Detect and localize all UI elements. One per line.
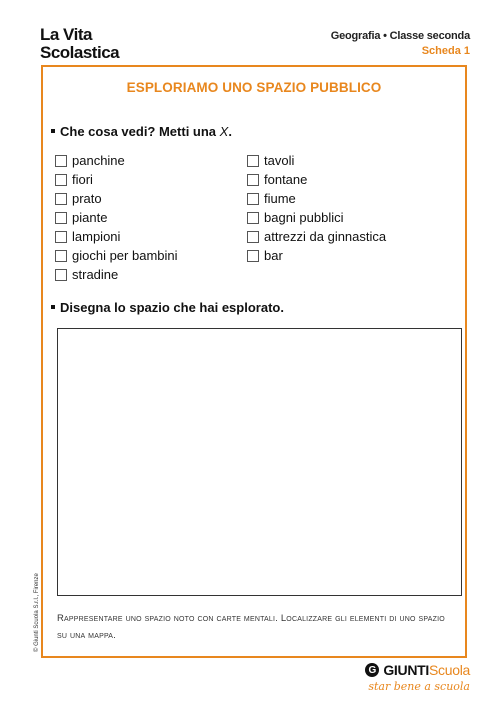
checklist-label: stradine	[72, 267, 119, 282]
checklist-left	[55, 151, 178, 284]
publisher-logo	[365, 662, 470, 693]
checklist-label: tavoli	[264, 153, 295, 168]
question-2-text: Disegna lo spazio che hai esplorato.	[60, 300, 284, 315]
drawing-area[interactable]	[57, 328, 462, 596]
checklist-label: fontane	[264, 172, 308, 187]
checkbox[interactable]	[247, 193, 259, 205]
checklist-label: prato	[72, 191, 102, 206]
checkbox[interactable]	[55, 231, 67, 243]
publisher-name-light: Scuola	[428, 662, 470, 678]
checkbox[interactable]	[247, 231, 259, 243]
logo	[40, 26, 140, 62]
giunti-g-icon: G	[365, 663, 379, 677]
checkbox[interactable]	[247, 174, 259, 186]
checklist-item[interactable]	[55, 265, 178, 284]
bullet-icon	[51, 305, 55, 309]
checkbox[interactable]	[55, 250, 67, 262]
checklist-label: giochi per bambini	[72, 248, 178, 263]
checklist-item[interactable]	[55, 227, 178, 246]
checklist-label: fiume	[264, 191, 296, 206]
checkbox[interactable]	[55, 193, 67, 205]
checklist-right	[247, 151, 386, 265]
checklist-label: bar	[264, 248, 283, 263]
checkbox[interactable]	[247, 212, 259, 224]
checkbox[interactable]	[55, 212, 67, 224]
subject-label: Geografia • Classe seconda	[330, 30, 470, 42]
checklist-item[interactable]	[247, 208, 386, 227]
checklist-label: panchine	[72, 153, 125, 168]
checklist-item[interactable]	[247, 246, 386, 265]
checklist-item[interactable]	[55, 208, 178, 227]
question-2	[51, 300, 284, 315]
checklist-label: fiori	[72, 172, 93, 187]
checkbox[interactable]	[247, 155, 259, 167]
checkbox[interactable]	[247, 250, 259, 262]
question-1-text: Che cosa vedi? Metti una	[60, 124, 217, 139]
publisher-name-bold: GIUNTI	[383, 662, 429, 678]
checkbox[interactable]	[55, 174, 67, 186]
question-1-end: .	[228, 124, 232, 139]
logo-line-2: Scolastica	[40, 43, 120, 62]
checkbox[interactable]	[55, 155, 67, 167]
question-1-mark: X	[219, 124, 229, 139]
publisher-tagline: star bene a scuola	[368, 680, 470, 693]
page-title: ESPLORIAMO UNO SPAZIO PUBBLICO	[126, 80, 382, 95]
worksheet-frame	[41, 65, 467, 658]
header-info	[331, 30, 470, 57]
checkbox[interactable]	[55, 269, 67, 281]
checklist-item[interactable]	[247, 170, 386, 189]
checklist-label: bagni pubblici	[264, 210, 344, 225]
sheet-label: Scheda 1	[421, 45, 470, 57]
bullet-icon	[51, 129, 55, 133]
checklist-item[interactable]	[55, 189, 178, 208]
question-1	[51, 124, 232, 139]
checklist-item[interactable]	[55, 246, 178, 265]
copyright: © Giunti Scuola S.r.l., Firenze	[34, 573, 40, 652]
checklist-item[interactable]	[55, 151, 178, 170]
checklist-label: piante	[72, 210, 108, 225]
checklist-item[interactable]	[247, 189, 386, 208]
checklist-item[interactable]	[247, 227, 386, 246]
learning-objective: Rappresentare uno spazio noto con carte mentali. Localizzare gli elementi di uno spazio su una mappa.	[57, 613, 445, 641]
checklist-item[interactable]	[247, 151, 386, 170]
checklist-label: lampioni	[72, 229, 121, 244]
logo-line-1: La Vita	[40, 25, 92, 44]
checklist-item[interactable]	[55, 170, 178, 189]
checklist-label: attrezzi da ginnastica	[264, 229, 387, 244]
